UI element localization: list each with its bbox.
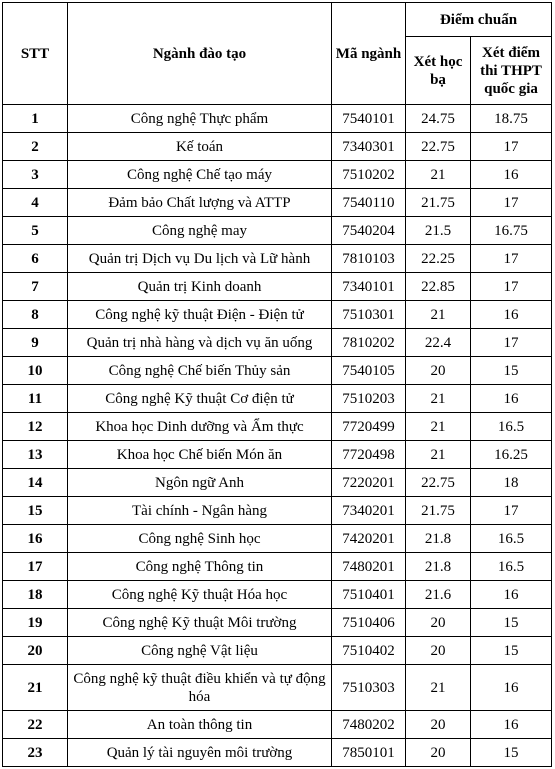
- cell-stt: 11: [3, 385, 68, 413]
- cell-exam: 15: [471, 637, 552, 665]
- cell-transcript: 21: [406, 665, 471, 711]
- cell-major: Khoa học Chế biến Món ăn: [68, 441, 332, 469]
- table-row: [3, 413, 552, 441]
- cell-exam: 16.75: [471, 217, 552, 245]
- cell-exam: 17: [471, 189, 552, 217]
- cell-stt: 13: [3, 441, 68, 469]
- header-benchmark: Điểm chuẩn: [406, 3, 552, 37]
- cell-major: Công nghệ Chế biến Thủy sản: [68, 357, 332, 385]
- cell-stt: 18: [3, 581, 68, 609]
- cell-transcript: 20: [406, 609, 471, 637]
- cell-exam: 15: [471, 357, 552, 385]
- cell-code: 7540110: [332, 189, 406, 217]
- table-row: [3, 665, 552, 711]
- cell-code: 7510301: [332, 301, 406, 329]
- cell-code: 7720498: [332, 441, 406, 469]
- benchmark-table: [2, 2, 552, 767]
- cell-transcript: 21: [406, 385, 471, 413]
- cell-major: Công nghệ Chế tạo máy: [68, 161, 332, 189]
- cell-transcript: 21: [406, 161, 471, 189]
- cell-transcript: 21.75: [406, 497, 471, 525]
- cell-major: Công nghệ Sinh học: [68, 525, 332, 553]
- cell-transcript: 21: [406, 301, 471, 329]
- cell-exam: 17: [471, 245, 552, 273]
- cell-transcript: 20: [406, 711, 471, 739]
- header-major: Ngành đào tạo: [68, 3, 332, 105]
- cell-code: 7510402: [332, 637, 406, 665]
- cell-major: Công nghệ Vật liệu: [68, 637, 332, 665]
- cell-major: Công nghệ Kỹ thuật Môi trường: [68, 609, 332, 637]
- table-row: [3, 525, 552, 553]
- table-row: [3, 245, 552, 273]
- cell-exam: 16.5: [471, 413, 552, 441]
- table-row: [3, 385, 552, 413]
- cell-stt: 16: [3, 525, 68, 553]
- table-row: [3, 105, 552, 133]
- cell-exam: 17: [471, 273, 552, 301]
- cell-stt: 5: [3, 217, 68, 245]
- cell-code: 7540105: [332, 357, 406, 385]
- table-row: [3, 441, 552, 469]
- table-row: [3, 301, 552, 329]
- table-row: [3, 189, 552, 217]
- cell-major: Công nghệ Thực phẩm: [68, 105, 332, 133]
- cell-transcript: 20: [406, 357, 471, 385]
- cell-code: 7850101: [332, 739, 406, 767]
- cell-major: Kế toán: [68, 133, 332, 161]
- header-transcript: Xét học bạ: [406, 37, 471, 105]
- cell-stt: 9: [3, 329, 68, 357]
- cell-code: 7810103: [332, 245, 406, 273]
- cell-transcript: 20: [406, 739, 471, 767]
- header-code: Mã ngành: [332, 3, 406, 105]
- table-row: [3, 217, 552, 245]
- cell-exam: 16: [471, 385, 552, 413]
- cell-stt: 21: [3, 665, 68, 711]
- table-row: [3, 711, 552, 739]
- cell-stt: 17: [3, 553, 68, 581]
- cell-stt: 1: [3, 105, 68, 133]
- cell-exam: 16: [471, 711, 552, 739]
- cell-code: 7340201: [332, 497, 406, 525]
- table-row: [3, 357, 552, 385]
- cell-stt: 20: [3, 637, 68, 665]
- cell-transcript: 24.75: [406, 105, 471, 133]
- cell-stt: 22: [3, 711, 68, 739]
- cell-stt: 19: [3, 609, 68, 637]
- cell-transcript: 20: [406, 637, 471, 665]
- cell-major: Quản lý tài nguyên môi trường: [68, 739, 332, 767]
- cell-code: 7340101: [332, 273, 406, 301]
- cell-transcript: 22.85: [406, 273, 471, 301]
- cell-stt: 23: [3, 739, 68, 767]
- cell-stt: 12: [3, 413, 68, 441]
- table-row: [3, 581, 552, 609]
- header-stt: STT: [3, 3, 68, 105]
- cell-transcript: 21.8: [406, 525, 471, 553]
- cell-code: 7420201: [332, 525, 406, 553]
- cell-exam: 16: [471, 581, 552, 609]
- cell-code: 7510203: [332, 385, 406, 413]
- cell-major: Công nghệ Thông tin: [68, 553, 332, 581]
- cell-code: 7810202: [332, 329, 406, 357]
- cell-major: An toàn thông tin: [68, 711, 332, 739]
- cell-major: Công nghệ Kỹ thuật Cơ điện tử: [68, 385, 332, 413]
- header-exam: Xét điểm thi THPT quốc gia: [471, 37, 552, 105]
- cell-transcript: 22.75: [406, 469, 471, 497]
- cell-code: 7340301: [332, 133, 406, 161]
- table-row: [3, 553, 552, 581]
- cell-code: 7510406: [332, 609, 406, 637]
- cell-exam: 15: [471, 609, 552, 637]
- table-row: [3, 273, 552, 301]
- cell-major: Tài chính - Ngân hàng: [68, 497, 332, 525]
- cell-major: Ngôn ngữ Anh: [68, 469, 332, 497]
- cell-code: 7540204: [332, 217, 406, 245]
- cell-stt: 15: [3, 497, 68, 525]
- cell-transcript: 21: [406, 441, 471, 469]
- cell-stt: 10: [3, 357, 68, 385]
- cell-code: 7510401: [332, 581, 406, 609]
- cell-transcript: 21.8: [406, 553, 471, 581]
- cell-stt: 6: [3, 245, 68, 273]
- cell-stt: 3: [3, 161, 68, 189]
- cell-transcript: 21: [406, 413, 471, 441]
- cell-code: 7480202: [332, 711, 406, 739]
- cell-code: 7540101: [332, 105, 406, 133]
- table-row: [3, 329, 552, 357]
- cell-exam: 17: [471, 329, 552, 357]
- cell-exam: 18: [471, 469, 552, 497]
- cell-exam: 16: [471, 665, 552, 711]
- cell-code: 7720499: [332, 413, 406, 441]
- table-row: [3, 133, 552, 161]
- cell-transcript: 21.6: [406, 581, 471, 609]
- cell-major: Khoa học Dinh dưỡng và Ẩm thực: [68, 413, 332, 441]
- cell-transcript: 21.75: [406, 189, 471, 217]
- cell-exam: 16: [471, 301, 552, 329]
- cell-major: Quản trị Dịch vụ Du lịch và Lữ hành: [68, 245, 332, 273]
- table-body: [3, 105, 552, 767]
- cell-code: 7480201: [332, 553, 406, 581]
- cell-exam: 16.25: [471, 441, 552, 469]
- cell-major: Đảm bảo Chất lượng và ATTP: [68, 189, 332, 217]
- table-row: [3, 637, 552, 665]
- cell-exam: 17: [471, 133, 552, 161]
- cell-stt: 2: [3, 133, 68, 161]
- cell-stt: 14: [3, 469, 68, 497]
- cell-major: Công nghệ Kỹ thuật Hóa học: [68, 581, 332, 609]
- cell-stt: 8: [3, 301, 68, 329]
- cell-exam: 17: [471, 497, 552, 525]
- cell-code: 7510202: [332, 161, 406, 189]
- cell-transcript: 22.25: [406, 245, 471, 273]
- cell-stt: 7: [3, 273, 68, 301]
- cell-exam: 18.75: [471, 105, 552, 133]
- cell-transcript: 22.4: [406, 329, 471, 357]
- cell-major: Quản trị Kinh doanh: [68, 273, 332, 301]
- table-row: [3, 497, 552, 525]
- cell-code: 7220201: [332, 469, 406, 497]
- cell-major: Công nghệ may: [68, 217, 332, 245]
- cell-exam: 16.5: [471, 525, 552, 553]
- table-row: [3, 161, 552, 189]
- table-row: [3, 469, 552, 497]
- cell-code: 7510303: [332, 665, 406, 711]
- table-row: [3, 739, 552, 767]
- cell-exam: 16.5: [471, 553, 552, 581]
- cell-major: Công nghệ kỹ thuật điều khiển và tự động hóa: [68, 665, 332, 711]
- cell-transcript: 21.5: [406, 217, 471, 245]
- table-row: [3, 609, 552, 637]
- cell-exam: 15: [471, 739, 552, 767]
- cell-stt: 4: [3, 189, 68, 217]
- cell-exam: 16: [471, 161, 552, 189]
- cell-transcript: 22.75: [406, 133, 471, 161]
- cell-major: Quản trị nhà hàng và dịch vụ ăn uống: [68, 329, 332, 357]
- cell-major: Công nghệ kỹ thuật Điện - Điện tử: [68, 301, 332, 329]
